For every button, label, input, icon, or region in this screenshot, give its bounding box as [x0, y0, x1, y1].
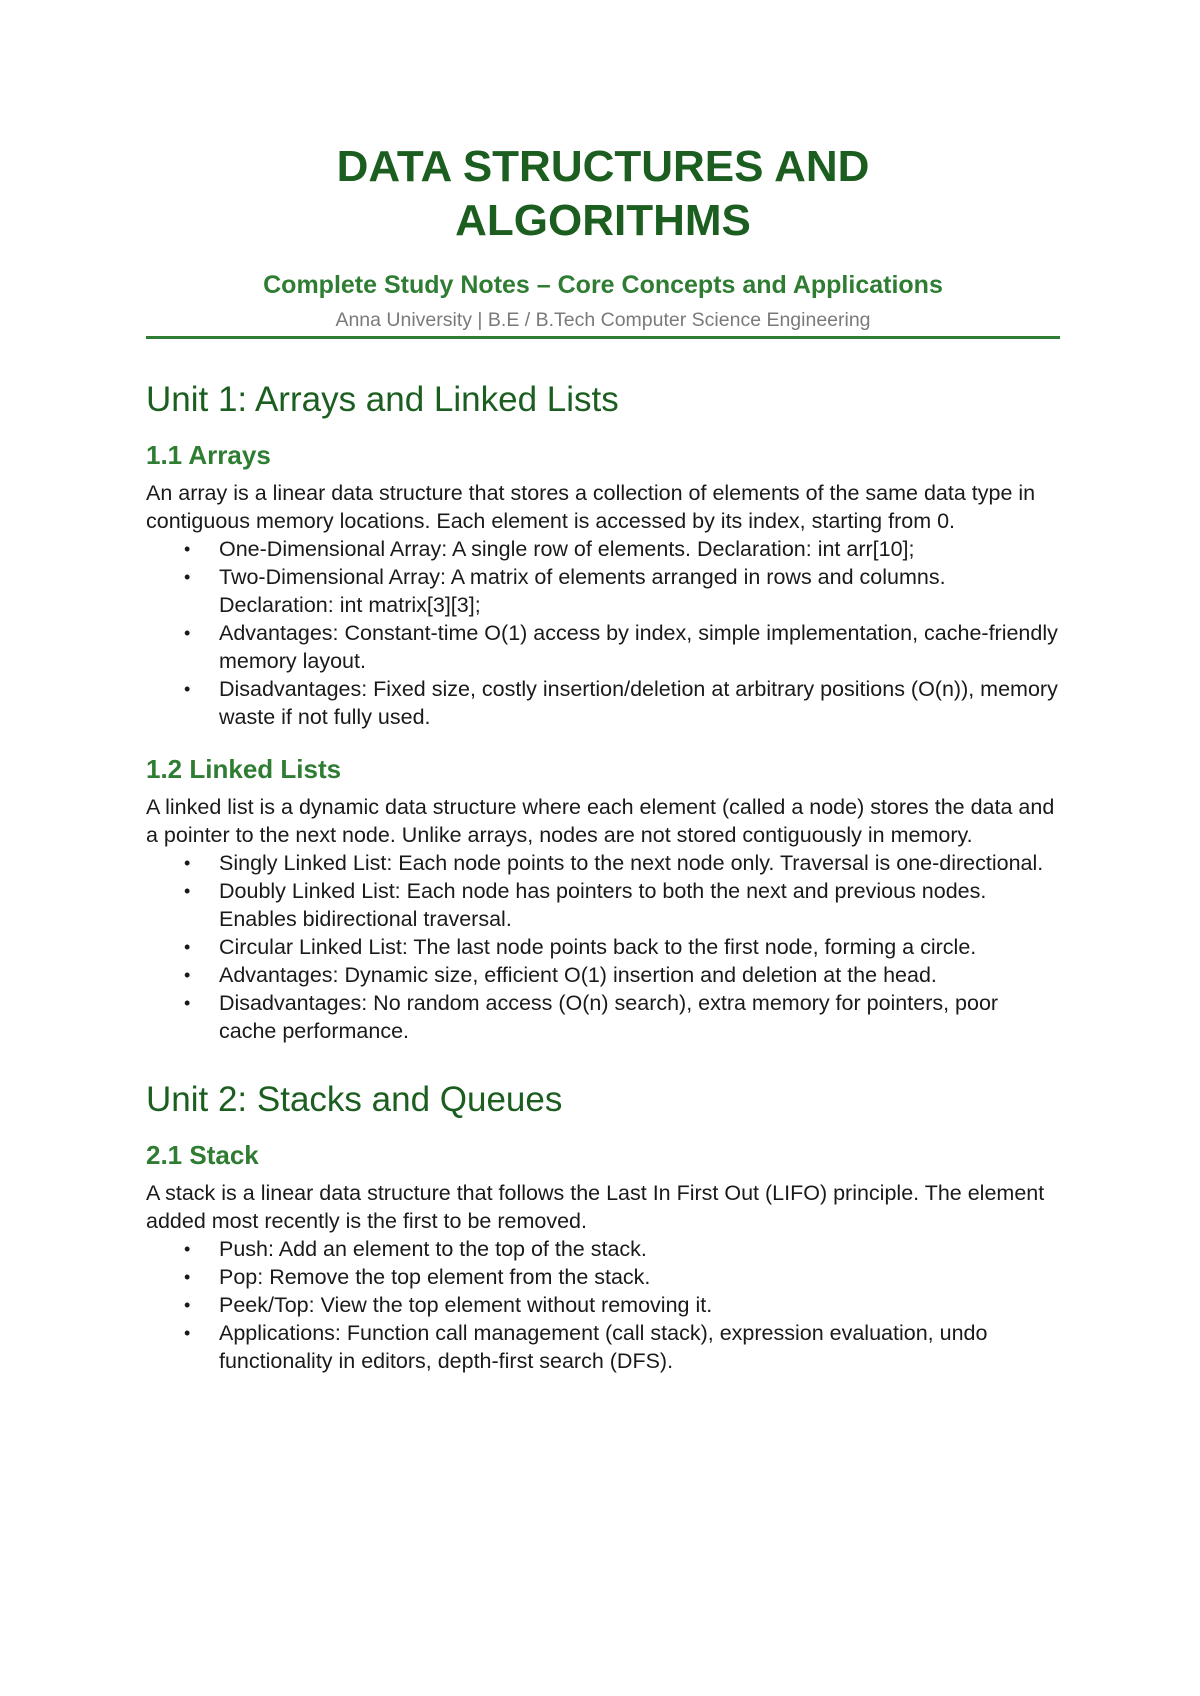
list-item-text: Peek/Top: View the top element without removing it. — [219, 1293, 713, 1317]
list-item — [146, 1263, 1060, 1291]
bullet-icon: • — [184, 567, 191, 587]
list-item-text: Advantages: Dynamic size, efficient O(1) insertion and deletion at the head. — [219, 963, 937, 987]
list-item — [146, 961, 1060, 989]
bullet-icon: • — [184, 937, 191, 957]
bullet-icon: • — [184, 853, 191, 873]
list-item-text: Advantages: Constant-time O(1) access by index, simple implementation, cache-friendly memory layout. — [219, 621, 1058, 673]
list-item-text: Disadvantages: Fixed size, costly insertion/deletion at arbitrary positions (O(n)), memory waste if not fully used. — [219, 677, 1058, 729]
list-item — [146, 535, 1060, 563]
title-divider — [146, 336, 1060, 339]
list-item-text: Applications: Function call management (call stack), expression evaluation, undo functionality in editors, depth-first search (DFS). — [219, 1321, 988, 1373]
document-title — [146, 140, 1060, 248]
section-paragraph: A linked list is a dynamic data structure where each element (called a node) stores the data and a pointer to the next node. Unlike arrays, nodes are not stored contiguously in memory. — [146, 795, 1055, 847]
list-item — [146, 877, 1060, 933]
bullet-list — [146, 535, 1060, 731]
unit-heading: Unit 2: Stacks and Queues — [146, 1080, 563, 1119]
bullet-icon: • — [184, 1267, 191, 1287]
list-item-text: Doubly Linked List: Each node has pointers to both the next and previous nodes. Enables bidirectional traversal. — [219, 879, 987, 931]
list-item-text: One-Dimensional Array: A single row of elements. Declaration: int arr[10]; — [219, 537, 915, 561]
list-item-text: Push: Add an element to the top of the stack. — [219, 1237, 647, 1261]
list-item — [146, 619, 1060, 675]
list-item — [146, 933, 1060, 961]
bullet-icon: • — [184, 623, 191, 643]
list-item-text: Two-Dimensional Array: A matrix of elements arranged in rows and columns. Declaration: int matrix[3][3]; — [219, 565, 946, 617]
document-page — [146, 140, 1060, 1375]
section-paragraph: An array is a linear data structure that stores a collection of elements of the same data type in contiguous memory locations. Each element is accessed by its index, starting from 0. — [146, 481, 1036, 533]
bullet-icon: • — [184, 1323, 191, 1343]
bullet-list — [146, 1235, 1060, 1375]
list-item-text: Circular Linked List: The last node points back to the first node, forming a circle. — [219, 935, 977, 959]
document-subtitle: Complete Study Notes – Core Concepts and Applications — [263, 271, 943, 299]
list-item-text: Singly Linked List: Each node points to the next node only. Traversal is one-directional. — [219, 851, 1044, 875]
section-heading: 1.2 Linked Lists — [146, 754, 342, 784]
list-item — [146, 1291, 1060, 1319]
bullet-icon: • — [184, 965, 191, 985]
document-meta: Anna University | B.E / B.Tech Computer Science Engineering — [335, 309, 871, 331]
list-item — [146, 1319, 1060, 1375]
section-paragraph: A stack is a linear data structure that follows the Last In First Out (LIFO) principle. The element added most recently is the first to be removed. — [146, 1181, 1045, 1233]
bullet-icon: • — [184, 1295, 191, 1315]
bullet-icon: • — [184, 881, 191, 901]
list-item — [146, 849, 1060, 877]
section-heading: 1.1 Arrays — [146, 440, 271, 470]
list-item-text: Disadvantages: No random access (O(n) search), extra memory for pointers, poor cache performance. — [219, 991, 999, 1043]
section-heading: 2.1 Stack — [146, 1140, 259, 1170]
bullet-icon: • — [184, 539, 191, 559]
title-line-1: DATA STRUCTURES AND — [336, 142, 870, 191]
list-item — [146, 563, 1060, 619]
bullet-icon: • — [184, 1239, 191, 1259]
list-item — [146, 989, 1060, 1045]
bullet-list — [146, 849, 1060, 1045]
bullet-icon: • — [184, 993, 191, 1013]
list-item — [146, 675, 1060, 731]
unit-heading: Unit 1: Arrays and Linked Lists — [146, 380, 619, 419]
list-item-text: Pop: Remove the top element from the stack. — [219, 1265, 651, 1289]
title-line-2: ALGORITHMS — [455, 196, 751, 245]
list-item — [146, 1235, 1060, 1263]
bullet-icon: • — [184, 679, 191, 699]
